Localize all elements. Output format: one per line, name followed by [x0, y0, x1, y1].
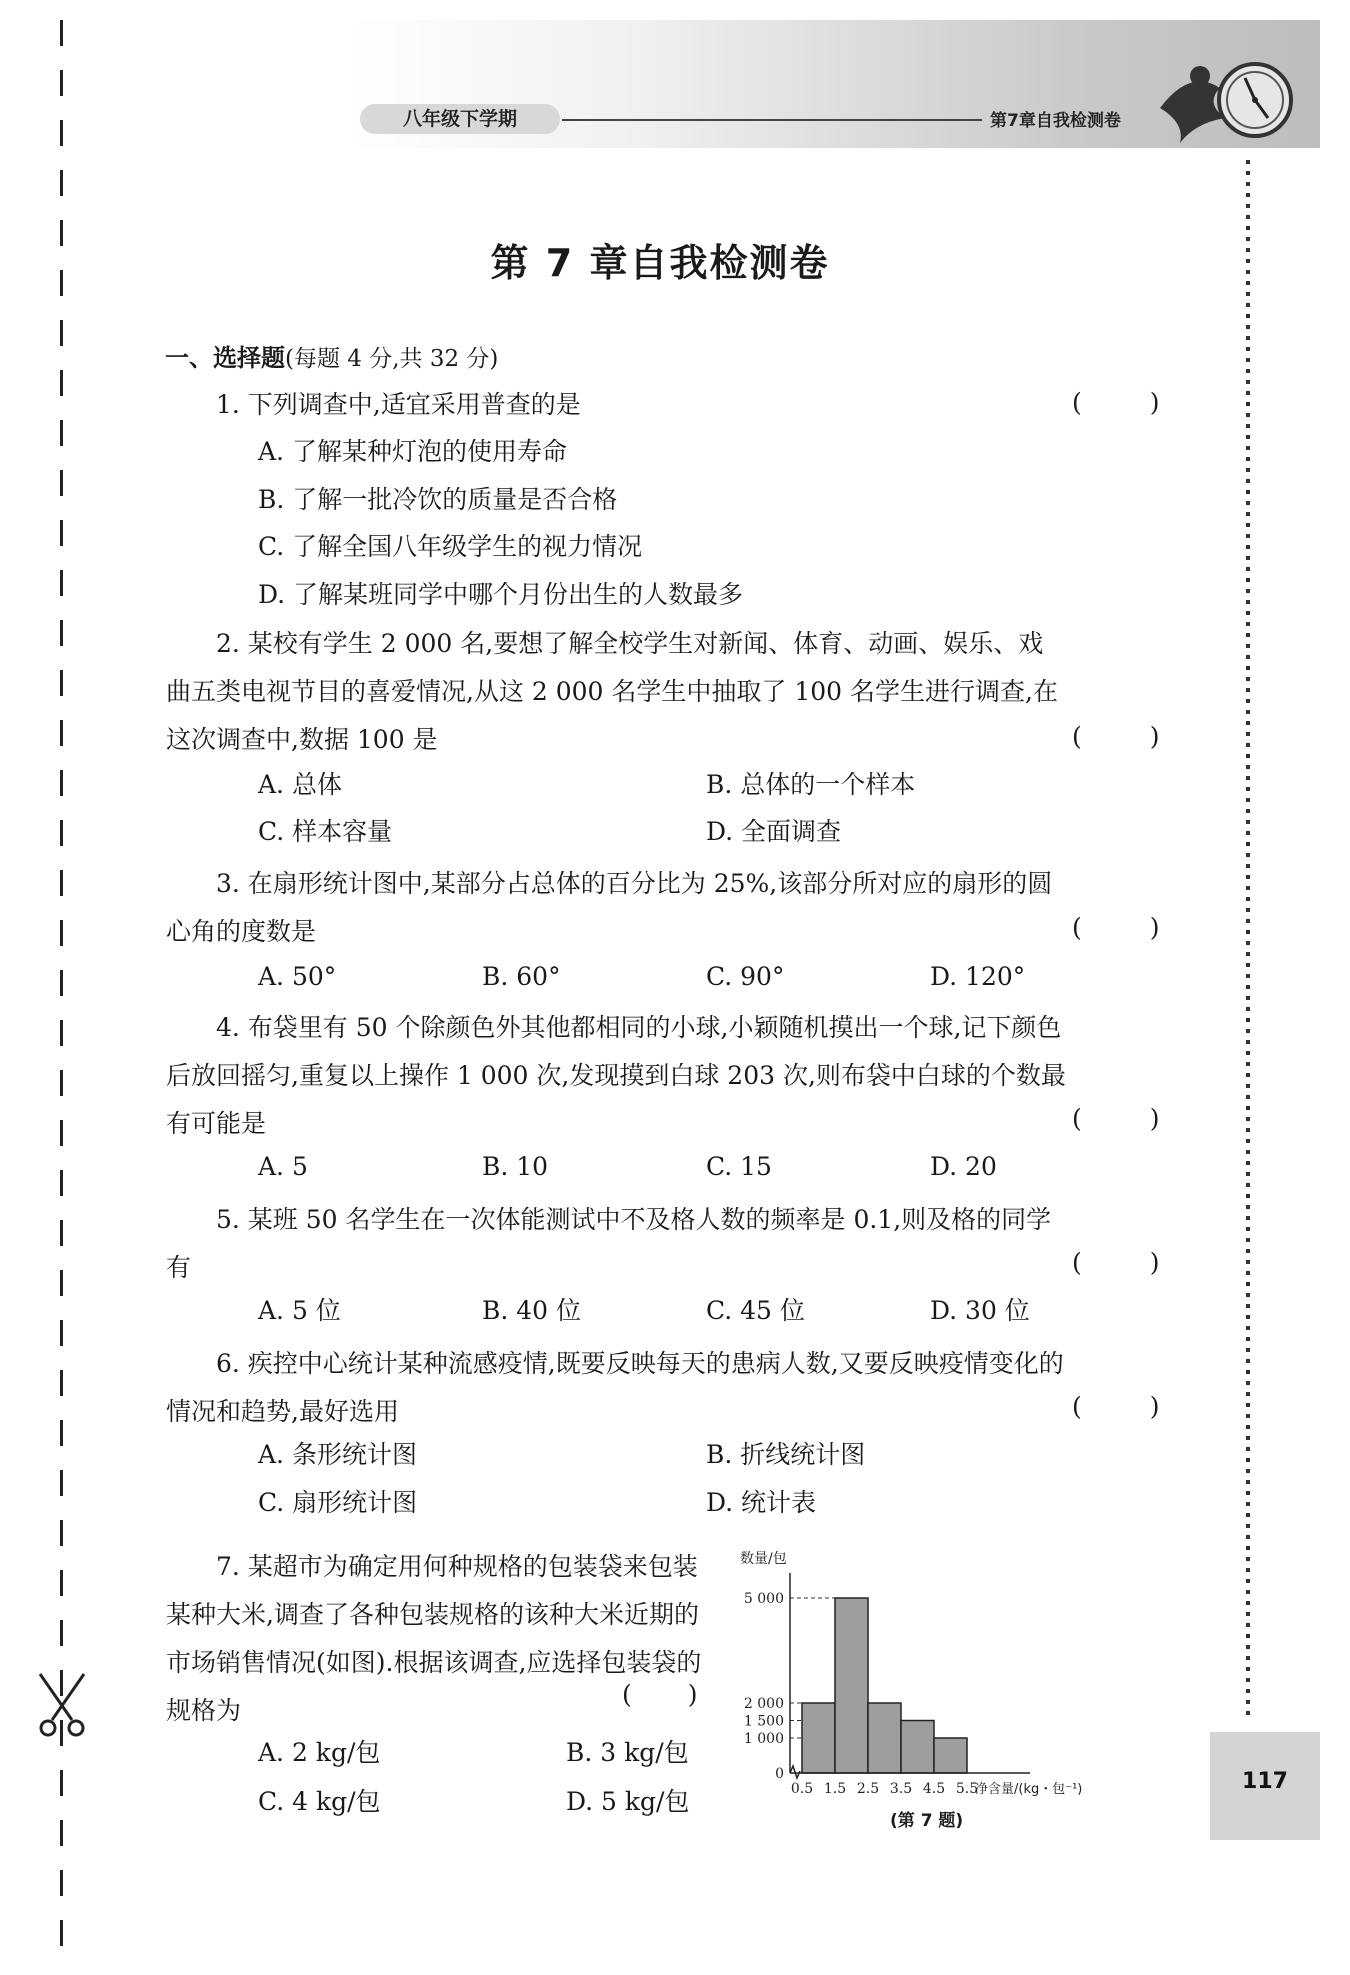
- q3-option-d: D. 120°: [930, 962, 1026, 991]
- q5-option-c: C. 45 位: [706, 1296, 805, 1325]
- q4-option-c: C. 15: [706, 1152, 772, 1181]
- q7-option-a: A. 2 kg/包: [258, 1738, 381, 1767]
- header-chapter-label: 第7章自我检测卷: [990, 111, 1121, 131]
- q7-stem: 7. 某超市为确定用何种规格的包装袋来包装某种大米,调查了各种包装规格的该种大米近期的市场销售情况(如图).根据该调查,应选择包装袋的规格为: [166, 1552, 702, 1725]
- q7-figure-caption: (第 7 题): [890, 1811, 964, 1831]
- q4-answer-blank: ( ): [1072, 1104, 1190, 1133]
- y-tick-labels: [744, 1591, 784, 1782]
- q7-option-b: B. 3 kg/包: [566, 1738, 689, 1767]
- q3-answer-blank: ( ): [1072, 913, 1190, 942]
- x-tick-label: 1.5: [823, 1781, 847, 1797]
- q7-answer-blank: ( ): [622, 1680, 722, 1709]
- q1-option-b: B. 了解一批冷饮的质量是否合格: [258, 485, 618, 514]
- x-tick-label: 2.5: [856, 1781, 880, 1797]
- page-title: 第 7 章自我检测卷: [490, 241, 830, 285]
- histogram-bar: [934, 1738, 967, 1773]
- q6-stem: 6. 疾控中心统计某种流感疫情,既要反映每天的患病人数,又要反映疫情变化的情况和趋势,最好选用: [166, 1349, 1064, 1426]
- q2-option-d: D. 全面调查: [706, 817, 842, 846]
- histogram-bar: [901, 1721, 934, 1774]
- compass-runner-icon: [1150, 48, 1300, 148]
- y-tick-label: 1 500: [743, 1713, 784, 1730]
- q5-option-d: D. 30 位: [930, 1296, 1030, 1325]
- q4-option-b: B. 10: [482, 1152, 549, 1181]
- q2-stem: 2. 某校有学生 2 000 名,要想了解全校学生对新闻、体育、动画、娱乐、戏曲五类电视节目的喜爱情况,从这 2 000 名学生中抽取了 100 名学生进行调查,在这次调查中,数据 100 是: [166, 629, 1058, 754]
- x-tick-label: 5.5: [955, 1781, 979, 1797]
- header-rule: [562, 119, 982, 121]
- q4-option-d: D. 20: [930, 1152, 997, 1181]
- q7-histogram: [730, 1545, 1150, 1840]
- q5-stem: 5. 某班 50 名学生在一次体能测试中不及格人数的频率是 0.1,则及格的同学有: [166, 1205, 1052, 1282]
- q2-option-c: C. 样本容量: [258, 817, 393, 846]
- grade-label: 八年级下学期: [360, 104, 560, 134]
- q3-stem: 3. 在扇形统计图中,某部分占总体的百分比为 25%,该部分所对应的扇形的圆心角的度数是: [166, 869, 1053, 946]
- x-axis-label: 净含量/(kg・包⁻¹): [975, 1782, 1083, 1797]
- dotted-margin-line: [1246, 160, 1250, 1720]
- y-tick-label: 2 000: [743, 1696, 784, 1712]
- q5-option-b: B. 40 位: [482, 1296, 582, 1325]
- q6-option-b: B. 折线统计图: [706, 1440, 866, 1469]
- histogram-bar: [802, 1703, 835, 1773]
- q1-option-c: C. 了解全国八年级学生的视力情况: [258, 532, 643, 561]
- q4-stem: 4. 布袋里有 50 个除颜色外其他都相同的小球,小颖随机摸出一个球,记下颜色后放回摇匀,重复以上操作 1 000 次,发现摸到白球 203 次,则布袋中白球的个数最有可能是: [166, 1013, 1066, 1138]
- y-tick-label: 5 000: [743, 1591, 784, 1607]
- q2-option-a: A. 总体: [258, 770, 342, 799]
- q6-answer-blank: ( ): [1072, 1392, 1190, 1421]
- y-axis-label: 数量/包: [740, 1551, 787, 1567]
- q4-option-a: A. 5: [258, 1152, 308, 1181]
- axis-break-mark: [790, 1766, 800, 1778]
- q3-option-a: A. 50°: [258, 962, 337, 991]
- x-tick-label: 0.5: [790, 1781, 814, 1797]
- q5-answer-blank: ( ): [1072, 1248, 1190, 1277]
- section-note: (每题 4 分,共 32 分): [285, 346, 499, 372]
- scissors-icon: [32, 1670, 92, 1740]
- histogram-bars: [802, 1598, 967, 1773]
- section-heading: [165, 338, 498, 373]
- q1-option-d: D. 了解某班同学中哪个月份出生的人数最多: [258, 580, 744, 609]
- q6-option-d: D. 统计表: [706, 1488, 817, 1517]
- x-tick-label: 3.5: [889, 1781, 913, 1797]
- q3-option-c: C. 90°: [706, 962, 785, 991]
- q6-option-c: C. 扇形统计图: [258, 1488, 418, 1517]
- histogram-bar: [835, 1598, 868, 1773]
- x-tick-label: 4.5: [922, 1781, 946, 1797]
- q2-option-b: B. 总体的一个样本: [706, 770, 916, 799]
- q5-option-a: A. 5 位: [258, 1296, 341, 1325]
- y-tick-label: 0: [775, 1766, 784, 1782]
- q7-option-d: D. 5 kg/包: [566, 1787, 690, 1816]
- y-tick-label: 1 000: [743, 1731, 784, 1747]
- cut-line: [60, 20, 63, 1960]
- q1-option-a: A. 了解某种灯泡的使用寿命: [258, 437, 567, 466]
- q2-answer-blank: ( ): [1072, 722, 1190, 751]
- q3-option-b: B. 60°: [482, 962, 561, 991]
- q7-option-c: C. 4 kg/包: [258, 1787, 381, 1816]
- section-label: 一、选择题: [165, 344, 285, 372]
- x-tick-labels: [791, 1781, 978, 1797]
- q6-option-a: A. 条形统计图: [258, 1440, 417, 1469]
- page-number: 117: [1210, 1732, 1320, 1840]
- histogram-bar: [868, 1703, 901, 1773]
- q1-stem: 1. 下列调查中,适宜采用普查的是: [216, 390, 581, 419]
- q1-answer-blank: ( ): [1072, 388, 1190, 417]
